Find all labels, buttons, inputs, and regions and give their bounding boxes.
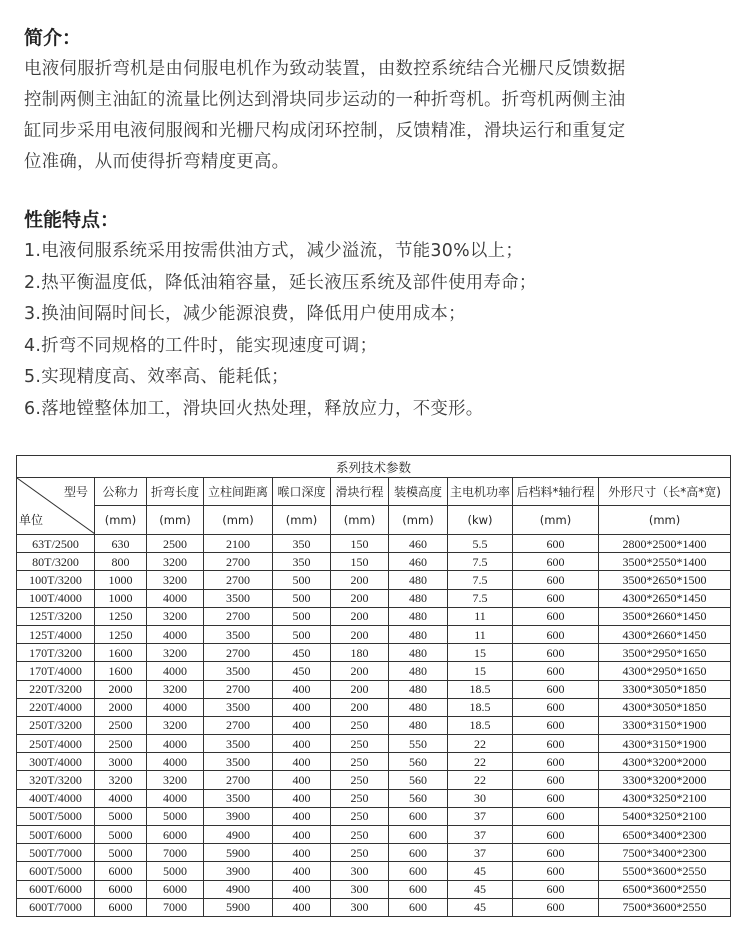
table-cell: 500 — [273, 625, 331, 643]
table-row — [17, 898, 731, 916]
table-cell: 2100 — [204, 535, 273, 553]
table-cell: 300 — [331, 880, 389, 898]
table-cell: 600 — [513, 753, 599, 771]
table-cell: 3500*2660*1450 — [599, 607, 731, 625]
table-cell: 500 — [273, 589, 331, 607]
table-cell: 2700 — [204, 607, 273, 625]
table-cell: 500 — [273, 571, 331, 589]
feature-item: 6.落地镗整体加工，滑块回火热处理，释放应力，不变形。 — [24, 398, 484, 419]
table-cell: 18.5 — [448, 698, 513, 716]
table-cell: 2700 — [204, 571, 273, 589]
table-cell: 7.5 — [448, 589, 513, 607]
table-cell: 2500 — [95, 735, 147, 753]
table-row — [17, 589, 731, 607]
table-row — [17, 716, 731, 734]
model-cell: 400T/4000 — [17, 789, 95, 807]
table-cell: 350 — [273, 553, 331, 571]
table-cell: 3900 — [204, 862, 273, 880]
table-cell: 2000 — [95, 680, 147, 698]
table-cell: 600 — [513, 807, 599, 825]
table-cell: 400 — [273, 789, 331, 807]
unit-cell: (mm) — [331, 506, 389, 535]
table-cell: 6000 — [95, 862, 147, 880]
table-cell: 5900 — [204, 844, 273, 862]
table-cell: 600 — [389, 880, 448, 898]
unit-cell: (mm) — [389, 506, 448, 535]
header-cell: 喉口深度 — [273, 478, 331, 506]
table-row — [17, 807, 731, 825]
table-row — [17, 625, 731, 643]
table-cell: 480 — [389, 607, 448, 625]
model-cell: 300T/4000 — [17, 753, 95, 771]
table-cell: 3200 — [147, 680, 204, 698]
table-cell: 500 — [273, 607, 331, 625]
table-cell: 3200 — [147, 553, 204, 571]
unit-cell: (kw) — [448, 506, 513, 535]
table-cell: 600 — [513, 789, 599, 807]
table-cell: 3500 — [204, 625, 273, 643]
model-cell: 170T/4000 — [17, 662, 95, 680]
table-cell: 7500*3600*2550 — [599, 898, 731, 916]
table-cell: 560 — [389, 771, 448, 789]
table-cell: 3500 — [204, 589, 273, 607]
table-cell: 480 — [389, 589, 448, 607]
table-row — [17, 844, 731, 862]
table-cell: 2800*2500*1400 — [599, 535, 731, 553]
table-cell: 200 — [331, 607, 389, 625]
model-cell: 80T/3200 — [17, 553, 95, 571]
table-row — [17, 553, 731, 571]
feature-item: 4.折弯不同规格的工件时，能实现速度可调； — [24, 335, 378, 356]
table-cell: 600 — [513, 553, 599, 571]
table-cell: 560 — [389, 753, 448, 771]
table-cell: 4300*2950*1650 — [599, 662, 731, 680]
table-cell: 6000 — [95, 880, 147, 898]
table-cell: 6000 — [147, 826, 204, 844]
spec-table-corner — [17, 478, 95, 535]
table-cell: 400 — [273, 753, 331, 771]
intro-line: 控制两侧主油缸的流量比例达到滑块同步运动的一种折弯机。折弯机两侧主油 — [24, 90, 626, 110]
table-cell: 400 — [273, 735, 331, 753]
table-cell: 4000 — [147, 625, 204, 643]
table-cell: 4000 — [147, 735, 204, 753]
table-cell: 180 — [331, 644, 389, 662]
table-row — [17, 680, 731, 698]
table-cell: 300 — [331, 898, 389, 916]
table-cell: 2500 — [147, 535, 204, 553]
table-cell: 150 — [331, 535, 389, 553]
table-cell: 200 — [331, 680, 389, 698]
unit-cell: (mm) — [95, 506, 147, 535]
intro-section — [24, 26, 732, 178]
table-cell: 4300*3150*1900 — [599, 735, 731, 753]
table-cell: 600 — [513, 735, 599, 753]
table-cell: 4000 — [95, 789, 147, 807]
model-cell: 600T/6000 — [17, 880, 95, 898]
table-cell: 4000 — [147, 589, 204, 607]
table-cell: 630 — [95, 535, 147, 553]
table-cell: 2700 — [204, 716, 273, 734]
table-cell: 400 — [273, 862, 331, 880]
model-cell: 500T/5000 — [17, 807, 95, 825]
table-cell: 600 — [513, 589, 599, 607]
model-cell: 250T/4000 — [17, 735, 95, 753]
model-cell: 250T/3200 — [17, 716, 95, 734]
table-row — [17, 826, 731, 844]
table-cell: 6500*3400*2300 — [599, 826, 731, 844]
features-heading: 性能特点： — [24, 209, 120, 231]
table-cell: 550 — [389, 735, 448, 753]
table-cell: 460 — [389, 535, 448, 553]
model-cell: 100T/4000 — [17, 589, 95, 607]
table-cell: 600 — [513, 680, 599, 698]
table-cell: 250 — [331, 844, 389, 862]
table-cell: 3500 — [204, 789, 273, 807]
table-cell: 15 — [448, 644, 513, 662]
table-cell: 3500 — [204, 735, 273, 753]
table-cell: 45 — [448, 898, 513, 916]
table-cell: 480 — [389, 625, 448, 643]
table-row — [17, 862, 731, 880]
table-cell: 250 — [331, 789, 389, 807]
unit-cell: (mm) — [273, 506, 331, 535]
table-cell: 4900 — [204, 826, 273, 844]
table-cell: 600 — [513, 625, 599, 643]
unit-cell: (mm) — [147, 506, 204, 535]
table-cell: 3500 — [204, 698, 273, 716]
model-cell: 320T/3200 — [17, 771, 95, 789]
intro-line: 电液伺服折弯机是由伺服电机作为致动装置，由数控系统结合光栅尺反馈数据 — [24, 59, 626, 79]
intro-heading: 简介： — [24, 27, 82, 49]
corner-model-label: 型号 — [63, 485, 88, 499]
table-cell: 4300*3200*2000 — [599, 753, 731, 771]
table-cell: 3000 — [95, 753, 147, 771]
model-cell: 500T/7000 — [17, 844, 95, 862]
table-cell: 400 — [273, 680, 331, 698]
table-cell: 22 — [448, 753, 513, 771]
model-cell: 125T/4000 — [17, 625, 95, 643]
table-cell: 2700 — [204, 771, 273, 789]
table-cell: 400 — [273, 771, 331, 789]
table-cell: 3500*2950*1650 — [599, 644, 731, 662]
table-cell: 3300*3150*1900 — [599, 716, 731, 734]
table-cell: 600 — [513, 644, 599, 662]
table-cell: 5000 — [95, 807, 147, 825]
table-cell: 300 — [331, 862, 389, 880]
unit-cell: (mm) — [204, 506, 273, 535]
table-cell: 600 — [513, 535, 599, 553]
table-row — [17, 789, 731, 807]
table-cell: 5000 — [95, 826, 147, 844]
table-cell: 350 — [273, 535, 331, 553]
features-list — [24, 236, 732, 425]
model-cell: 63T/2500 — [17, 535, 95, 553]
table-cell: 400 — [273, 898, 331, 916]
table-cell: 5500*3600*2550 — [599, 862, 731, 880]
table-cell: 7000 — [147, 898, 204, 916]
table-cell: 18.5 — [448, 680, 513, 698]
table-row — [17, 753, 731, 771]
table-cell: 6500*3600*2550 — [599, 880, 731, 898]
intro-line: 缸同步采用电液伺服阀和光栅尺构成闭环控制，反馈精准，滑块运行和重复定 — [24, 121, 626, 141]
table-cell: 600 — [389, 862, 448, 880]
table-cell: 11 — [448, 625, 513, 643]
table-cell: 15 — [448, 662, 513, 680]
table-cell: 1000 — [95, 589, 147, 607]
table-cell: 37 — [448, 826, 513, 844]
table-cell: 480 — [389, 680, 448, 698]
table-cell: 400 — [273, 844, 331, 862]
table-cell: 450 — [273, 662, 331, 680]
table-cell: 480 — [389, 662, 448, 680]
unit-cell: (mm) — [599, 506, 731, 535]
table-cell: 200 — [331, 589, 389, 607]
table-cell: 7.5 — [448, 553, 513, 571]
table-row — [17, 698, 731, 716]
table-cell: 600 — [389, 807, 448, 825]
table-cell: 200 — [331, 571, 389, 589]
model-cell: 220T/4000 — [17, 698, 95, 716]
table-row — [17, 880, 731, 898]
table-row — [17, 535, 731, 553]
table-cell: 250 — [331, 807, 389, 825]
table-cell: 600 — [513, 771, 599, 789]
table-cell: 4300*2650*1450 — [599, 589, 731, 607]
table-cell: 2000 — [95, 698, 147, 716]
intro-line: 位准确，从而使得折弯精度更高。 — [24, 152, 290, 172]
table-cell: 3200 — [147, 771, 204, 789]
table-cell: 600 — [513, 716, 599, 734]
table-cell: 4900 — [204, 880, 273, 898]
table-cell: 200 — [331, 662, 389, 680]
table-cell: 4300*2660*1450 — [599, 625, 731, 643]
table-cell: 3200 — [147, 716, 204, 734]
feature-item: 5.实现精度高、效率高、能耗低； — [24, 367, 289, 387]
table-cell: 1600 — [95, 644, 147, 662]
table-cell: 600 — [513, 826, 599, 844]
table-row — [17, 771, 731, 789]
table-cell: 45 — [448, 880, 513, 898]
table-cell: 400 — [273, 880, 331, 898]
table-cell: 5000 — [95, 844, 147, 862]
spec-table-body — [17, 535, 731, 917]
table-cell: 30 — [448, 789, 513, 807]
table-cell: 600 — [513, 898, 599, 916]
model-cell: 220T/3200 — [17, 680, 95, 698]
table-cell: 4000 — [147, 753, 204, 771]
corner-unit-label: 单位 — [19, 513, 44, 527]
feature-item: 1.电液伺服系统采用按需供油方式，减少溢流，节能30%以上； — [24, 241, 524, 261]
table-cell: 250 — [331, 771, 389, 789]
table-cell: 400 — [273, 716, 331, 734]
table-cell: 4000 — [147, 698, 204, 716]
table-row — [17, 662, 731, 680]
table-cell: 250 — [331, 735, 389, 753]
table-cell: 480 — [389, 571, 448, 589]
model-cell: 500T/6000 — [17, 826, 95, 844]
table-cell: 250 — [331, 753, 389, 771]
table-cell: 4000 — [147, 789, 204, 807]
table-cell: 3200 — [95, 771, 147, 789]
table-cell: 460 — [389, 553, 448, 571]
table-cell: 3200 — [147, 607, 204, 625]
table-cell: 4300*3250*2100 — [599, 789, 731, 807]
table-cell: 22 — [448, 771, 513, 789]
table-cell: 1250 — [95, 625, 147, 643]
table-cell: 7.5 — [448, 571, 513, 589]
table-cell: 6000 — [95, 898, 147, 916]
table-cell: 600 — [389, 898, 448, 916]
table-cell: 480 — [389, 698, 448, 716]
table-cell: 600 — [513, 862, 599, 880]
table-cell: 600 — [389, 826, 448, 844]
table-cell: 480 — [389, 644, 448, 662]
table-row — [17, 644, 731, 662]
model-cell: 170T/3200 — [17, 644, 95, 662]
table-cell: 3500*2550*1400 — [599, 553, 731, 571]
table-cell: 4000 — [147, 662, 204, 680]
table-cell: 600 — [513, 607, 599, 625]
spec-table-caption: 系列技术参数 — [17, 456, 731, 478]
table-cell: 4300*3050*1850 — [599, 698, 731, 716]
table-cell: 2700 — [204, 553, 273, 571]
table-cell: 5900 — [204, 898, 273, 916]
table-cell: 600 — [513, 698, 599, 716]
table-cell: 400 — [273, 826, 331, 844]
header-cell: 后档料*轴行程 — [513, 478, 599, 506]
table-cell: 37 — [448, 807, 513, 825]
table-cell: 600 — [389, 844, 448, 862]
table-cell: 400 — [273, 807, 331, 825]
table-cell: 5000 — [147, 862, 204, 880]
table-cell: 3500 — [204, 662, 273, 680]
table-cell: 5.5 — [448, 535, 513, 553]
table-cell: 3200 — [147, 571, 204, 589]
table-cell: 2500 — [95, 716, 147, 734]
table-row — [17, 571, 731, 589]
table-cell: 800 — [95, 553, 147, 571]
table-cell: 450 — [273, 644, 331, 662]
spec-table — [16, 455, 731, 917]
table-cell: 400 — [273, 698, 331, 716]
table-cell: 11 — [448, 607, 513, 625]
table-cell: 3300*3200*2000 — [599, 771, 731, 789]
table-cell: 3200 — [147, 644, 204, 662]
table-cell: 3500 — [204, 753, 273, 771]
table-cell: 1000 — [95, 571, 147, 589]
table-cell: 1600 — [95, 662, 147, 680]
table-cell: 480 — [389, 716, 448, 734]
table-cell: 250 — [331, 826, 389, 844]
table-cell: 250 — [331, 716, 389, 734]
table-cell: 200 — [331, 625, 389, 643]
table-cell: 600 — [513, 571, 599, 589]
table-cell: 37 — [448, 844, 513, 862]
model-cell: 125T/3200 — [17, 607, 95, 625]
table-row — [17, 735, 731, 753]
header-cell: 公称力 — [95, 478, 147, 506]
features-section — [24, 208, 732, 425]
header-cell: 立柱间距离 — [204, 478, 273, 506]
table-cell: 3500*2650*1500 — [599, 571, 731, 589]
table-cell: 45 — [448, 862, 513, 880]
table-cell: 600 — [513, 662, 599, 680]
table-cell: 7000 — [147, 844, 204, 862]
table-cell: 3300*3050*1850 — [599, 680, 731, 698]
header-cell: 滑块行程 — [331, 478, 389, 506]
feature-item: 2.热平衡温度低，降低油箱容量，延长液压系统及部件使用寿命； — [24, 272, 537, 293]
table-cell: 2700 — [204, 680, 273, 698]
table-cell: 22 — [448, 735, 513, 753]
feature-item: 3.换油间隔时间长，减少能源浪费，降低用户使用成本； — [24, 304, 466, 324]
table-cell: 3900 — [204, 807, 273, 825]
unit-cell: (mm) — [513, 506, 599, 535]
table-cell: 1250 — [95, 607, 147, 625]
table-cell: 7500*3400*2300 — [599, 844, 731, 862]
model-cell: 600T/7000 — [17, 898, 95, 916]
header-cell: 装模高度 — [389, 478, 448, 506]
table-cell: 560 — [389, 789, 448, 807]
table-cell: 150 — [331, 553, 389, 571]
header-cell: 折弯长度 — [147, 478, 204, 506]
table-cell: 2700 — [204, 644, 273, 662]
header-cell: 外形尺寸（长*高*宽) — [599, 478, 731, 506]
table-cell: 600 — [513, 880, 599, 898]
table-cell: 6000 — [147, 880, 204, 898]
table-row — [17, 607, 731, 625]
header-cell: 主电机功率 — [448, 478, 513, 506]
intro-paragraph — [24, 54, 732, 178]
model-cell: 100T/3200 — [17, 571, 95, 589]
table-cell: 5000 — [147, 807, 204, 825]
table-cell: 200 — [331, 698, 389, 716]
table-cell: 600 — [513, 844, 599, 862]
model-cell: 600T/5000 — [17, 862, 95, 880]
table-cell: 18.5 — [448, 716, 513, 734]
table-cell: 5400*3250*2100 — [599, 807, 731, 825]
